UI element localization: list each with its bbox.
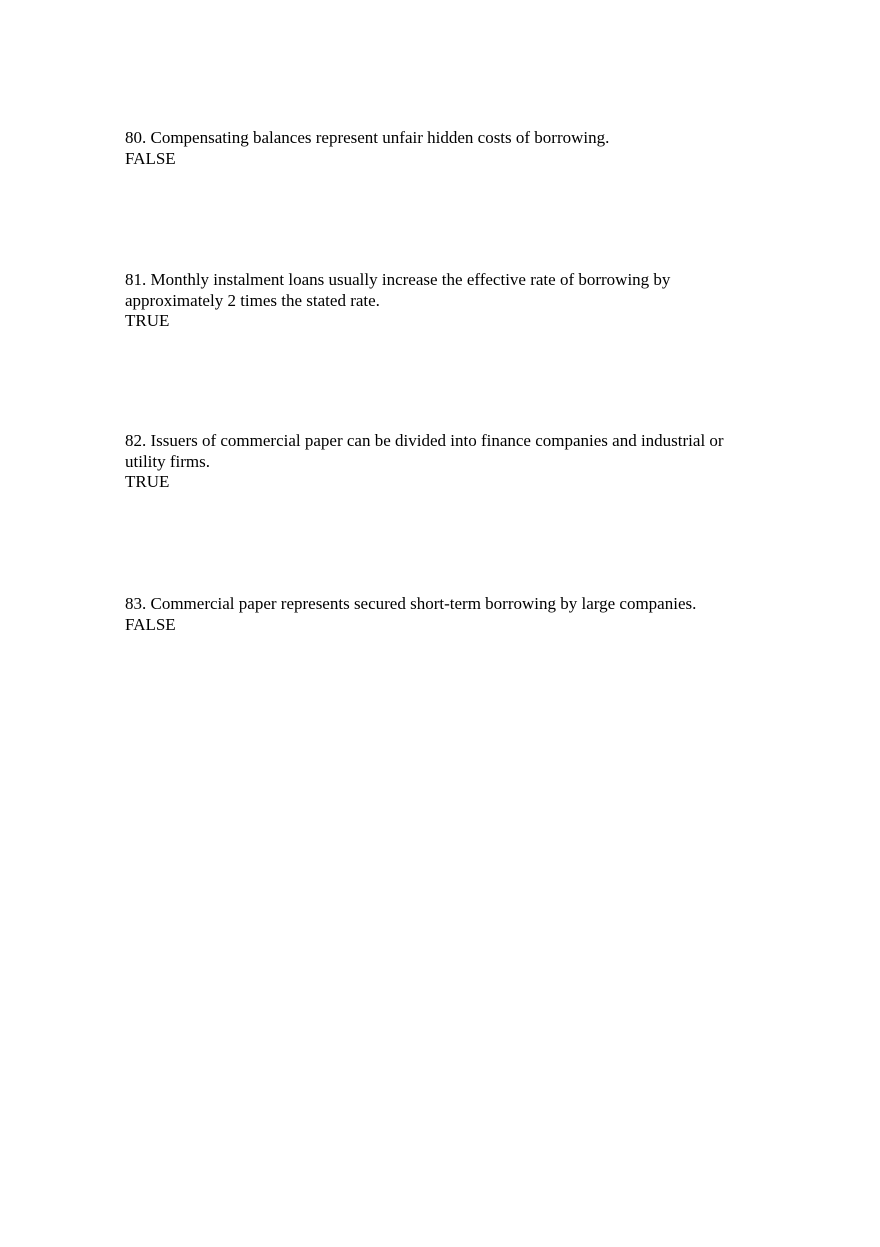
question-text: 82. Issuers of commercial paper can be divided into finance companies and industrial or utility firms. (125, 431, 724, 471)
question-text: 83. Commercial paper represents secured short-term borrowing by large companies. (125, 594, 697, 613)
question-answer: TRUE (125, 472, 170, 491)
question-answer: FALSE (125, 614, 176, 634)
question-80 (125, 128, 765, 169)
question-answer: TRUE (125, 311, 170, 330)
question-82 (125, 431, 765, 493)
question-text: 81. Monthly instalment loans usually increase the effective rate of borrowing by approximately 2 times the stated rate. (125, 270, 671, 310)
question-text: 80. Compensating balances represent unfair hidden costs of borrowing. (125, 128, 610, 147)
question-answer: FALSE (125, 148, 176, 168)
question-83 (125, 594, 765, 635)
question-81 (125, 270, 765, 332)
